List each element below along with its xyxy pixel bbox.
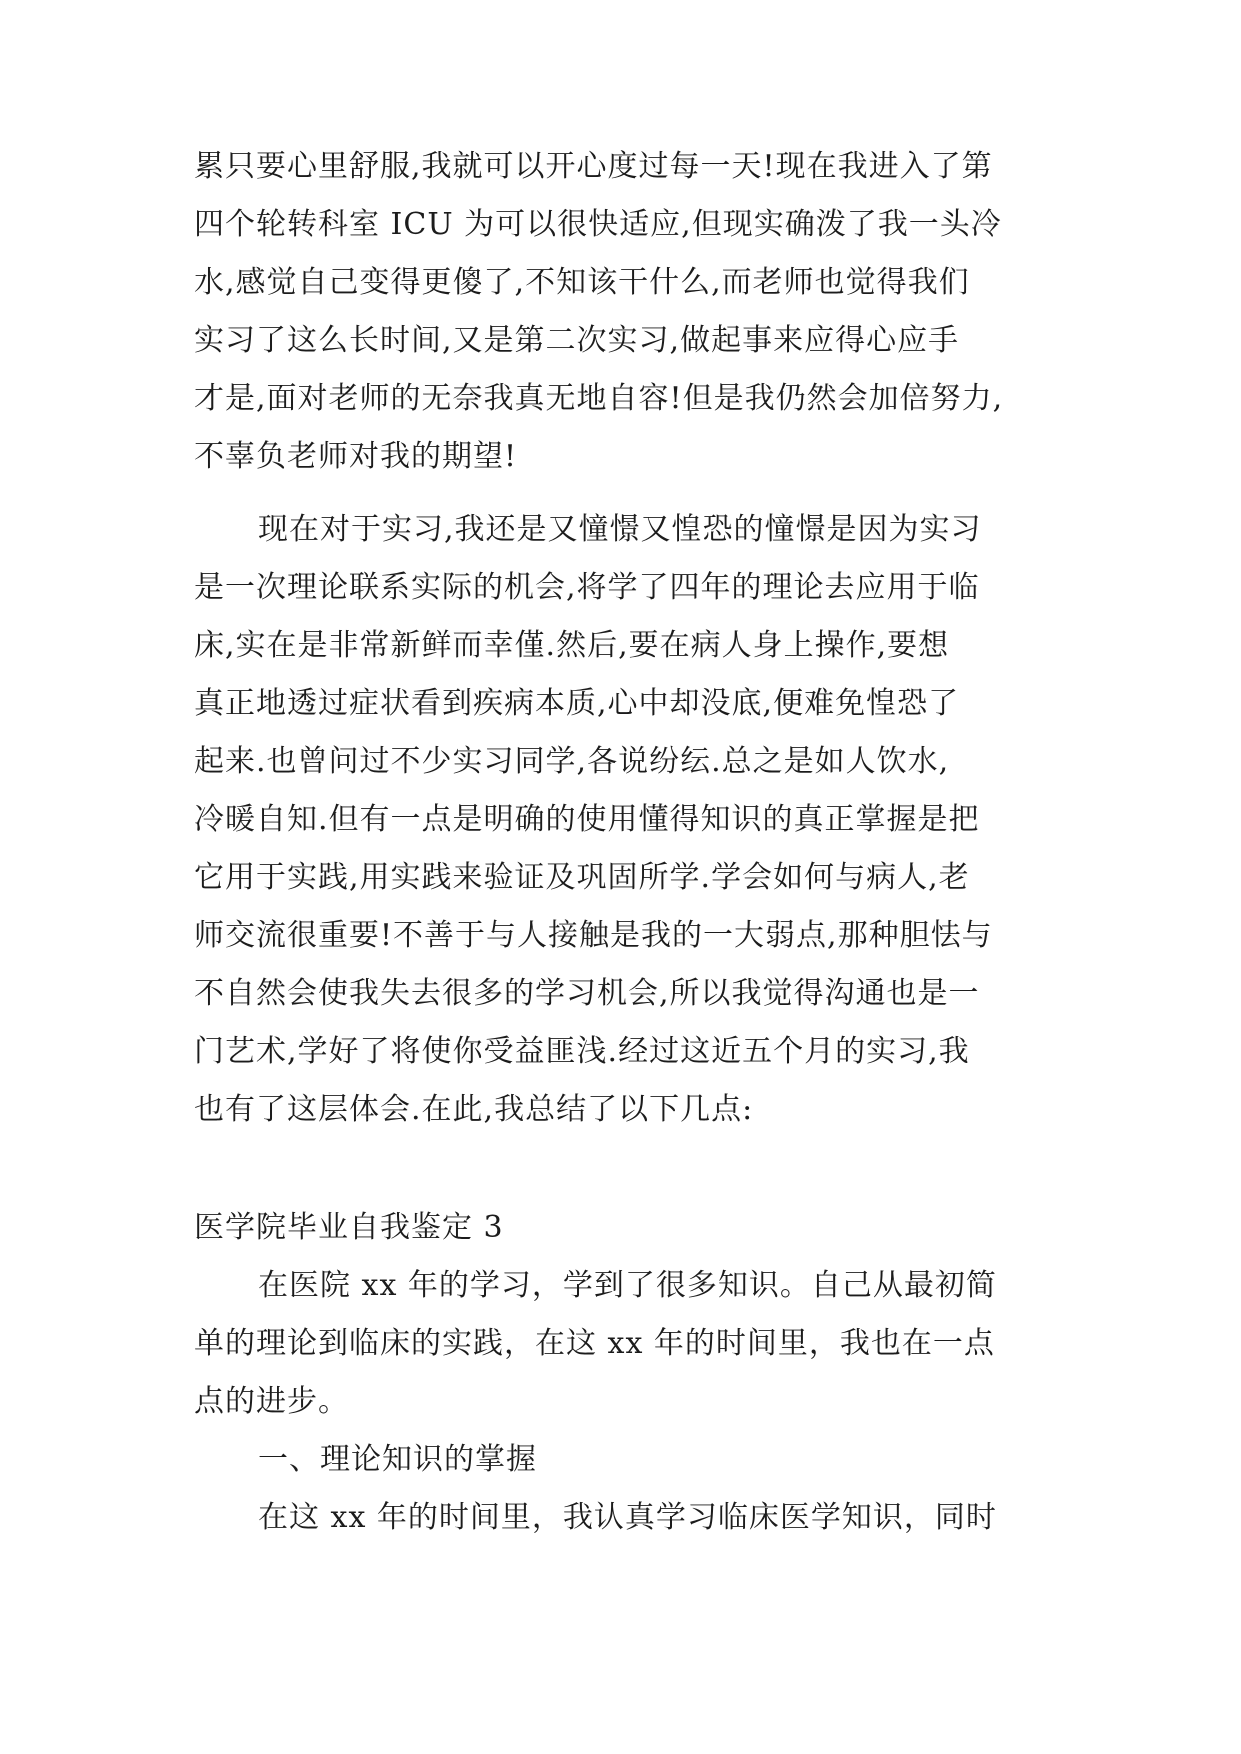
text-line: 累只要心里舒服,我就可以开心度过每一天!现在我进入了第	[194, 149, 993, 184]
text-line: 才是,面对老师的无奈我真无地自容!但是我仍然会加倍努力,	[194, 381, 1004, 416]
text-line: 四个轮转科室 ICU 为可以很快适应,但现实确泼了我一头冷	[194, 207, 1002, 242]
text-line: 点的进步。	[194, 1384, 349, 1419]
paragraph-first-line: 在这 xx 年的时间里，我认真学习临床医学知识，同时	[258, 1500, 997, 1535]
paragraph-first-line: 在医院 xx 年的学习，学到了很多知识。自己从最初简	[258, 1268, 997, 1303]
paragraph-first-line: 现在对于实习,我还是又憧憬又惶恐的憧憬是因为实习	[258, 512, 982, 547]
text-line: 起来.也曾问过不少实习同学,各说纷纭.总之是如人饮水,	[194, 744, 950, 779]
text-line: 水,感觉自己变得更傻了,不知该干什么,而老师也觉得我们	[194, 265, 970, 300]
text-line: 门艺术,学好了将使你受益匪浅.经过这近五个月的实习,我	[194, 1034, 970, 1069]
text-line: 真正地透过症状看到疾病本质,心中却没底,便难免惶恐了	[194, 686, 960, 721]
text-line: 是一次理论联系实际的机会,将学了四年的理论去应用于临	[194, 570, 980, 605]
text-line: 不自然会使我失去很多的学习机会,所以我觉得沟通也是一	[194, 976, 980, 1011]
text-line: 床,实在是非常新鲜而幸僅.然后,要在病人身上操作,要想	[194, 628, 950, 663]
text-line: 不辜负老师对我的期望!	[194, 439, 518, 474]
text-line: 它用于实践,用实践来验证及巩固所学.学会如何与病人,老	[194, 860, 970, 895]
text-line: 也有了这层体会.在此,我总结了以下几点:	[194, 1092, 754, 1127]
text-line: 冷暖自知.但有一点是明确的使用懂得知识的真正掌握是把	[194, 802, 980, 837]
text-line: 实习了这么长时间,又是第二次实习,做起事来应得心应手	[194, 323, 960, 358]
text-line: 单的理论到临床的实践，在这 xx 年的时间里，我也在一点	[194, 1326, 995, 1361]
text-line: 师交流很重要!不善于与人接触是我的一大弱点,那种胆怯与	[194, 918, 993, 953]
section-heading: 医学院毕业自我鉴定 3	[194, 1210, 504, 1245]
subsection-heading: 一、理论知识的掌握	[258, 1442, 537, 1477]
